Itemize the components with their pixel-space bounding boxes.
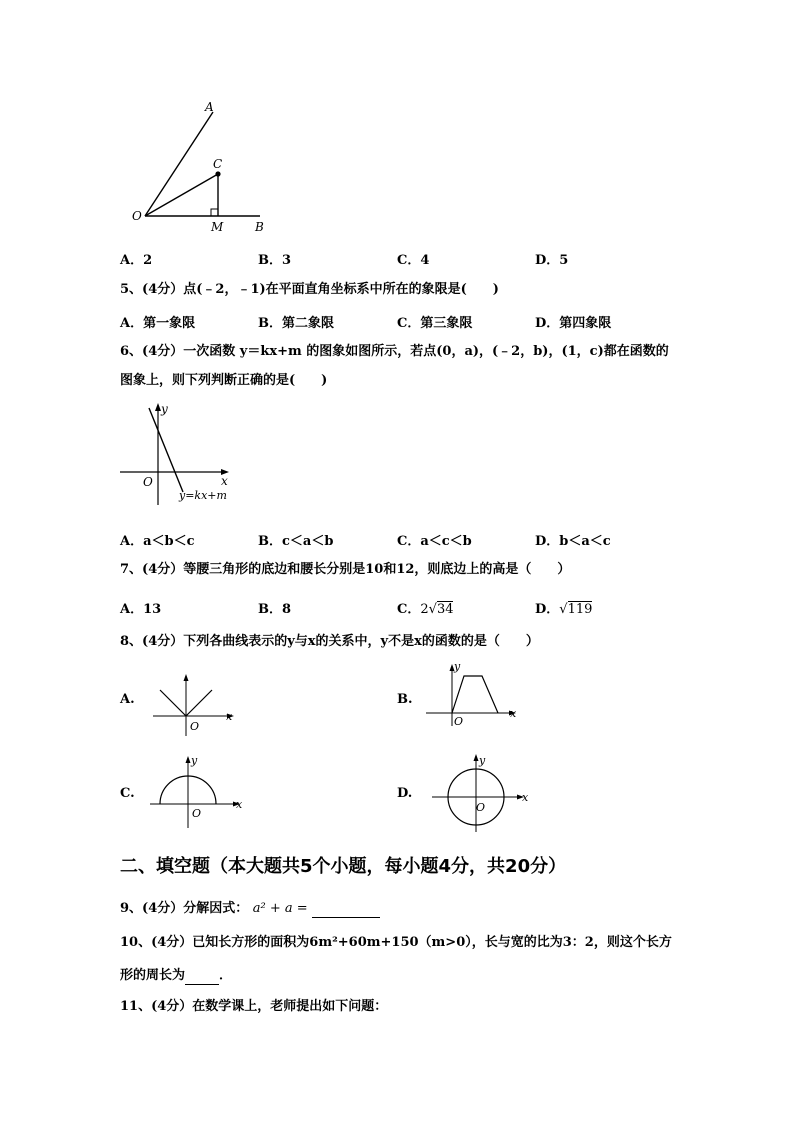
q8-option-a[interactable]: A. xyxy=(120,692,135,707)
point-c xyxy=(215,171,220,176)
q7-option-d[interactable] xyxy=(535,598,592,617)
axis-label-y: y xyxy=(479,754,486,767)
y-axis-arrow xyxy=(186,756,191,763)
q8-option-b[interactable]: B. xyxy=(397,692,413,707)
label-o: O xyxy=(132,209,142,223)
q7-option-c-radicand: 34 xyxy=(436,602,454,617)
q5-option-a[interactable]: A．第一象限 xyxy=(120,316,196,331)
q4-option-b[interactable]: B．3 xyxy=(258,253,292,268)
q9-expression: a² + a = xyxy=(252,901,308,916)
axis-label-x: x xyxy=(236,798,243,811)
q11-stem: 11、(4分）在数学课上，老师提出如下问题： xyxy=(120,999,388,1014)
q10-stem-line1: 10、(4分）已知长方形的面积为6m²+60m+150（m>0），长与宽的比为3：2，则这个长方 xyxy=(120,935,672,950)
q6-stem-line2: 图象上，则下列判断正确的是( ) xyxy=(120,373,328,388)
q8-option-c[interactable]: C. xyxy=(120,786,135,801)
q7-option-c-coef: 2 xyxy=(420,602,429,617)
q10-line2-text: 形的周长为 xyxy=(120,968,186,983)
q8-graph-b xyxy=(424,658,524,730)
right-angle-mark xyxy=(211,209,218,216)
function-line xyxy=(149,408,183,492)
y-axis-arrow xyxy=(184,674,189,681)
axis-label-y: y xyxy=(191,754,198,767)
q7-option-a[interactable]: A．13 xyxy=(120,602,162,617)
q7-option-d-letter: D． xyxy=(535,602,560,617)
q10-answer-blank[interactable] xyxy=(185,970,219,985)
curve xyxy=(452,676,498,713)
axis-label-x: x xyxy=(221,474,228,488)
label-b: B xyxy=(255,220,264,234)
q7-option-c-letter: C． xyxy=(397,602,421,617)
y-axis-arrow xyxy=(474,754,479,761)
q8-stem: 8、(4分）下列各曲线表示的y与x的关系中，y不是x的函数的是（ ） xyxy=(120,634,539,649)
q7-option-d-radicand: 119 xyxy=(567,602,593,617)
q9-answer-blank[interactable] xyxy=(312,903,380,918)
linear-function-figure xyxy=(115,400,245,510)
q5-option-c[interactable]: C．第三象限 xyxy=(397,316,473,331)
q5-option-d[interactable]: D．第四象限 xyxy=(535,316,612,331)
function-label: y=kx+m xyxy=(179,489,227,502)
curve-right xyxy=(186,690,212,716)
angle-figure xyxy=(125,98,275,238)
curve-left xyxy=(160,690,186,716)
q9-text: 9、(4分）分解因式： xyxy=(120,901,249,916)
q4-option-a[interactable]: A．2 xyxy=(120,253,153,268)
q5-option-b[interactable]: B．第二象限 xyxy=(258,316,334,331)
axis-label-y: y xyxy=(454,660,461,673)
q8-graph-c xyxy=(148,752,248,830)
q8-graph-d xyxy=(430,752,535,834)
label-a: A xyxy=(205,100,214,114)
origin-label: O xyxy=(192,807,202,820)
q6-stem-line1: 6、(4分）一次函数 y＝kx+m 的图象如图所示，若点(0，a)，(﹣2，b)，(1，c)都在函数的 xyxy=(120,344,669,359)
sqrt-sign: √ xyxy=(428,602,437,617)
origin-label: O xyxy=(190,720,200,733)
q6-option-c[interactable]: C．a＜c＜b xyxy=(397,534,472,549)
axis-label-x: x xyxy=(522,791,529,804)
origin-label: O xyxy=(143,475,153,489)
origin-label: O xyxy=(476,801,486,814)
q8-graph-a xyxy=(148,668,240,740)
q5-stem: 5、(4分）点(﹣2，﹣1)在平面直角坐标系中所在的象限是( ) xyxy=(120,282,499,297)
ray-oc xyxy=(145,174,218,216)
origin-label: O xyxy=(454,715,464,728)
q10-stem-line2 xyxy=(120,967,232,985)
q6-option-a[interactable]: A．a＜b＜c xyxy=(120,534,195,549)
q10-line2-end: ． xyxy=(219,968,233,983)
label-c: C xyxy=(213,157,223,171)
q7-stem: 7、(4分）等腰三角形的底边和腰长分别是10和12，则底边上的高是（ ） xyxy=(120,562,571,577)
section-title: 二、填空题（本大题共5个小题，每小题4分，共20分） xyxy=(120,856,567,877)
q8-option-d[interactable]: D. xyxy=(397,786,413,801)
axis-label-x: x xyxy=(510,707,517,720)
q7-option-b[interactable]: B．8 xyxy=(258,602,292,617)
axis-label-y: y xyxy=(161,402,168,416)
axis-label-x: x xyxy=(226,710,233,723)
sqrt-sign: √ xyxy=(559,602,568,617)
ray-oa xyxy=(145,112,213,216)
q7-option-c[interactable] xyxy=(397,598,453,617)
q4-option-d[interactable]: D．5 xyxy=(535,253,569,268)
q6-option-b[interactable]: B．c＜a＜b xyxy=(258,534,334,549)
q6-option-d[interactable]: D．b＜a＜c xyxy=(535,534,611,549)
q9-stem xyxy=(120,900,380,918)
q4-option-c[interactable]: C．4 xyxy=(397,253,430,268)
label-m: M xyxy=(211,220,224,234)
